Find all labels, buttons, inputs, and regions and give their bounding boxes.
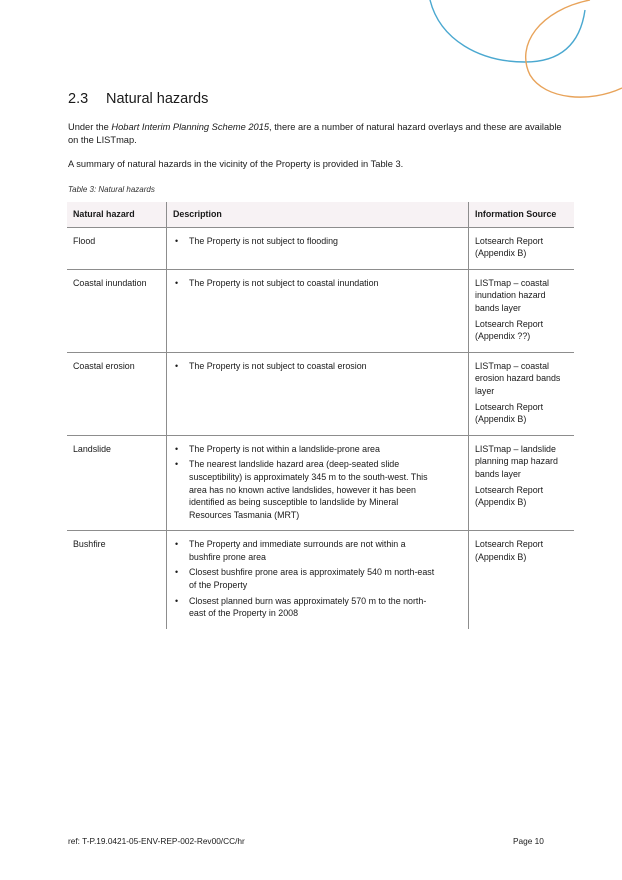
natural-hazards-table <box>67 202 574 629</box>
information-source <box>469 531 575 629</box>
description-list <box>173 277 462 290</box>
description-list <box>173 235 462 248</box>
description-list <box>173 360 462 373</box>
orange-arc <box>526 0 622 97</box>
table-row <box>67 227 574 269</box>
hazard-name: Flood <box>67 227 167 269</box>
table-row <box>67 269 574 352</box>
source-entry: Lotsearch Report (Appendix B) <box>475 539 544 562</box>
source-entry: Lotsearch Report (Appendix B) <box>475 484 544 508</box>
description-bullet: • The Property is not subject to flooding <box>173 235 462 248</box>
table-caption: Table 3: Natural hazards <box>68 185 155 194</box>
description-bullet: • Closest bushfire prone area is approximately 540 m north-east of the Property <box>173 566 462 591</box>
information-source <box>469 227 575 269</box>
hazard-name: Coastal erosion <box>67 352 167 435</box>
intro-paragraph <box>68 121 568 146</box>
hazard-description <box>167 352 469 435</box>
description-bullet: • The Property and immediate surrounds are not within a bushfire prone area <box>173 538 462 563</box>
page-number: Page 10 <box>513 836 544 846</box>
description-bullet: • Closest planned burn was approximately 570 m to the north-east of the Property in 2008 <box>173 595 462 620</box>
table-row <box>67 435 574 531</box>
information-source <box>469 352 575 435</box>
summary-paragraph: A summary of natural hazards in the vicinity of the Property is provided in Table 3. <box>68 159 404 169</box>
hazard-description <box>167 531 469 629</box>
source-entry: Lotsearch Report (Appendix B) <box>475 235 544 259</box>
description-list <box>173 538 462 620</box>
source-entry: LISTmap – landslide planning map hazard bands layer <box>475 443 558 479</box>
description-bullet: • The nearest landslide hazard area (deep-seated slide susceptibility) is approximately 345 m to the south-west. This area has no known active landslides, however it has been identified as being susceptible to landslide by Mineral Resources Tasmania (MRT) <box>173 458 462 521</box>
description-bullet: • The Property is not within a landslide-prone area <box>173 443 462 456</box>
description-bullet: • The Property is not subject to coastal erosion <box>173 360 462 373</box>
information-source <box>469 269 575 352</box>
source-entry: LISTmap – coastal inundation hazard bands layer <box>475 277 549 313</box>
hazard-description <box>167 227 469 269</box>
planning-scheme-name: Hobart Interim Planning Scheme 2015 <box>111 122 270 132</box>
description-bullet: • The Property is not subject to coastal inundation <box>173 277 462 290</box>
source-entry: LISTmap – coastal erosion hazard bands layer <box>475 360 561 396</box>
hazard-name: Landslide <box>67 435 167 531</box>
source-entry: Lotsearch Report (Appendix B) <box>475 401 544 425</box>
source-entry: Lotsearch Report (Appendix ??) <box>475 318 544 342</box>
intro-text-before: Under the <box>68 122 112 132</box>
document-reference: ref: T-P.19.0421-05-ENV-REP-002-Rev00/CC/hr <box>68 836 245 846</box>
hazard-name: Bushfire <box>73 539 106 550</box>
header-description: Description <box>167 202 469 227</box>
section-title: Natural hazards <box>106 91 209 107</box>
section-number: 2.3 <box>68 91 89 107</box>
table-header-row <box>67 202 574 227</box>
table-row <box>67 352 574 435</box>
header-natural-hazard: Natural hazard <box>67 202 167 227</box>
information-source <box>469 435 575 531</box>
hazard-description <box>167 269 469 352</box>
section-heading <box>68 91 208 107</box>
intro-text-after: , there are a number of natural hazard overlays and these are available on the LISTmap. <box>68 122 562 145</box>
header-information-source: Information Source <box>469 202 575 227</box>
hazard-description <box>167 435 469 531</box>
table-row <box>67 531 574 629</box>
hazard-name: Coastal inundation <box>67 269 167 352</box>
description-list <box>173 443 462 522</box>
